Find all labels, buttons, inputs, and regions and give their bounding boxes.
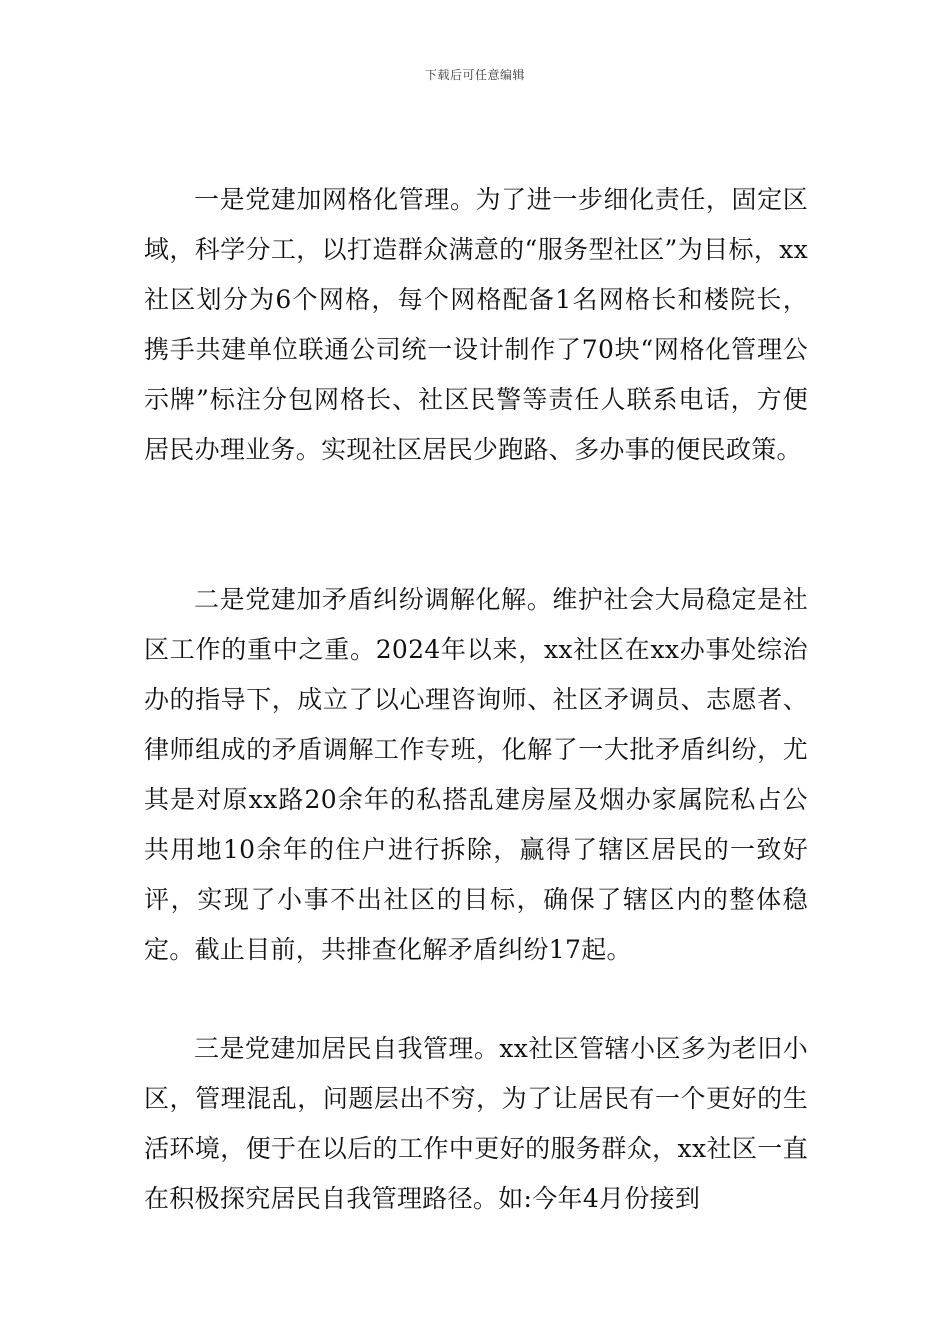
paragraph-grid-management xyxy=(144,175,808,475)
page-header: 下载后可任意编辑 xyxy=(424,68,525,82)
paragraph-text: 三是党建加居民自我管理。xx社区管辖小区多为老旧小区，管理混乱，问题层出不穷，为了让居民有一个更好的生活环境，便于在以后的工作中更好的服务群众，xx社区一直在积极探究居民自我管理路径。如:今年4月份接到 xyxy=(144,1034,808,1213)
paragraph-self-management xyxy=(144,1024,808,1224)
paragraph-text: 一是党建加网格化管理。为了进一步细化责任，固定区域，科学分工，以打造群众满意的“服务型社区”为目标，xx社区划分为6个网格，每个网格配备1名网格长和楼院长，携手共建单位联通公司统一设计制作了70块“网格化管理公示牌”标注分包网格长、社区民警等责任人联系电话，方便居民办理业务。实现社区居民少跑路、多办事的便民政策。 xyxy=(144,185,808,464)
paragraph-text: 二是党建加矛盾纠纷调解化解。维护社会大局稳定是社区工作的重中之重。2024年以来，xx社区在xx办事处综治办的指导下，成立了以心理咨询师、社区矛调员、志愿者、律师组成的矛盾调解工作专班，化解了一大批矛盾纠纷，尤其是对原xx路20余年的私搭乱建房屋及烟办家属院私占公共用地10余年的住户进行拆除，赢得了辖区居民的一致好评，实现了小事不出社区的目标，确保了辖区内的整体稳定。截止目前，共排查化解矛盾纠纷17起。 xyxy=(144,585,808,964)
paragraph-dispute-mediation xyxy=(144,575,808,975)
